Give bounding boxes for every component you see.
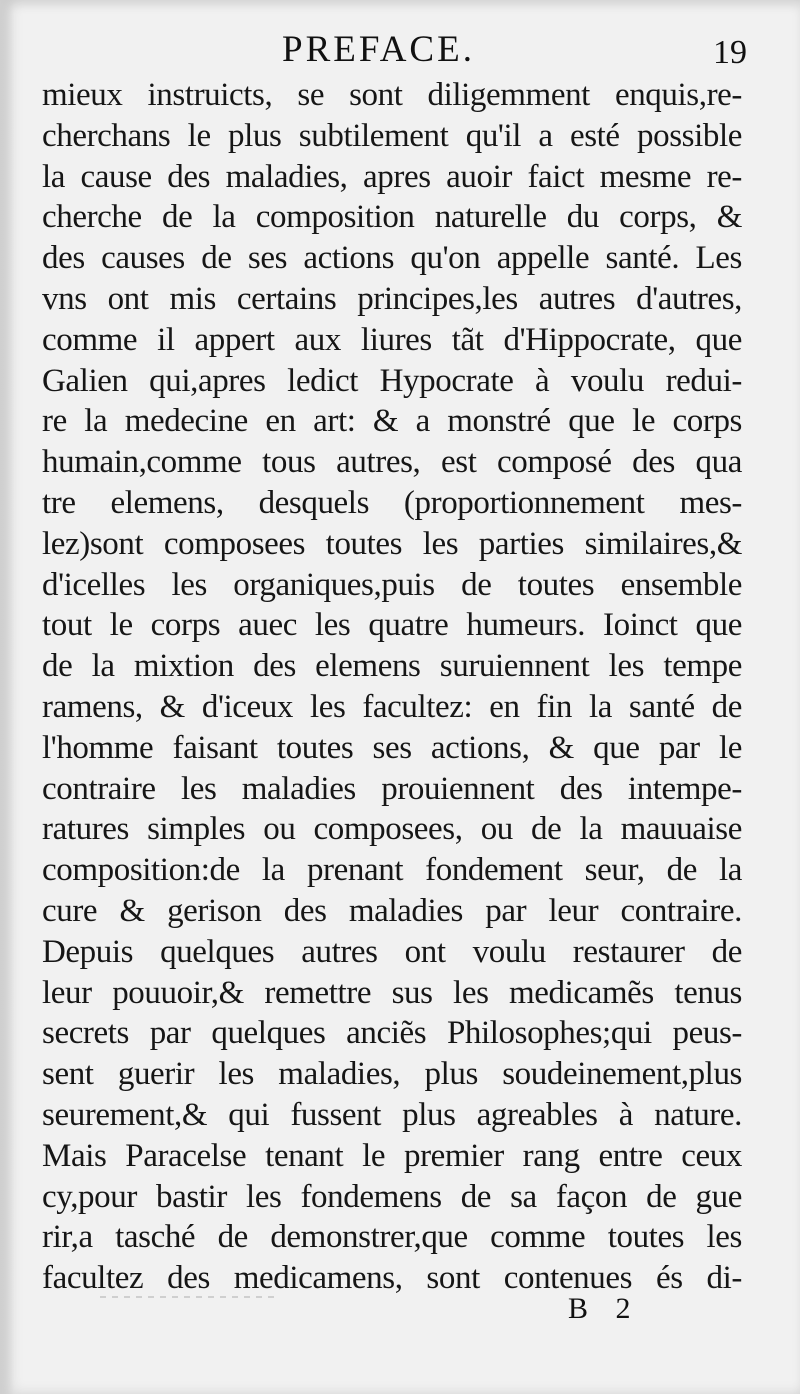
page-gutter-shadow <box>0 0 14 1394</box>
text-line: leur pouuoir,& remettre sus les medicamẽs tenus <box>42 974 742 1011</box>
text-line: cherche de la composition naturelle du corps, & <box>42 199 742 236</box>
text-line: contraire les maladies prouiennent des intempe- <box>42 770 742 807</box>
page-number: 19 <box>713 34 747 71</box>
text-line: sent guerir les maladies, plus soudeinement,plus <box>42 1056 742 1093</box>
text-line: la cause des maladies, apres auoir faict mesme re- <box>42 158 742 195</box>
text-line: cure & gerison des maladies par leur contraire. <box>42 892 742 929</box>
text-line: de la mixtion des elemens suruiennent les tempe <box>42 648 742 685</box>
show-through-rule <box>100 1296 280 1298</box>
text-line: mieux instruicts, se sont diligemment enquis,re- <box>42 77 742 113</box>
text-line: composition:de la prenant fondement seur, de la <box>42 852 742 889</box>
text-line: tout le corps auec les quatre humeurs. Ioinct que <box>42 607 742 644</box>
text-line: l'homme faisant toutes ses actions, & que par le <box>42 729 742 766</box>
body-text <box>42 75 742 1299</box>
text-line: d'icelles les organiques,puis de toutes ensemble <box>42 566 742 603</box>
text-line: cherchans le plus subtilement qu'il a esté possible <box>42 117 742 154</box>
text-line: cy,pour bastir les fondemens de sa façon de gue <box>42 1178 742 1215</box>
running-head <box>0 26 800 76</box>
running-head-title: PREFACE. <box>282 29 475 70</box>
text-line: rir,a tasché de demonstrer,que comme toutes les <box>42 1219 742 1256</box>
text-line: comme il appert aux liures tãt d'Hippocrate, que <box>42 321 742 358</box>
text-line: Depuis quelques autres ont voulu restaurer de <box>42 933 742 970</box>
text-line: ratures simples ou composees, ou de la mauuaise <box>42 811 742 848</box>
text-line: humain,comme tous autres, est composé des qua <box>42 444 742 481</box>
text-line: des causes de ses actions qu'on appelle santé. Les <box>42 240 742 277</box>
text-line: seurement,& qui fussent plus agreables à nature. <box>42 1096 742 1133</box>
text-line: Mais Paracelse tenant le premier rang entre ceux <box>42 1137 742 1174</box>
text-line: tre elemens, desquels (proportionnement mes- <box>42 484 742 521</box>
signature-mark: B 2 <box>568 1292 631 1325</box>
text-line: lez)sont composees toutes les parties similaires,& <box>42 525 742 562</box>
text-line: ramens, & d'iceux les facultez: en fin la santé de <box>42 688 742 725</box>
text-line: facultez des medicamens, sont contenues és di- <box>42 1260 742 1297</box>
text-line: re la medecine en art: & a monstré que le corps <box>42 403 742 440</box>
text-line: vns ont mis certains principes,les autres d'autres, <box>42 280 742 317</box>
text-line: secrets par quelques anciẽs Philosophes;qui peus- <box>42 1015 742 1052</box>
text-line: Galien qui,apres ledict Hypocrate à voulu redui- <box>42 362 742 399</box>
